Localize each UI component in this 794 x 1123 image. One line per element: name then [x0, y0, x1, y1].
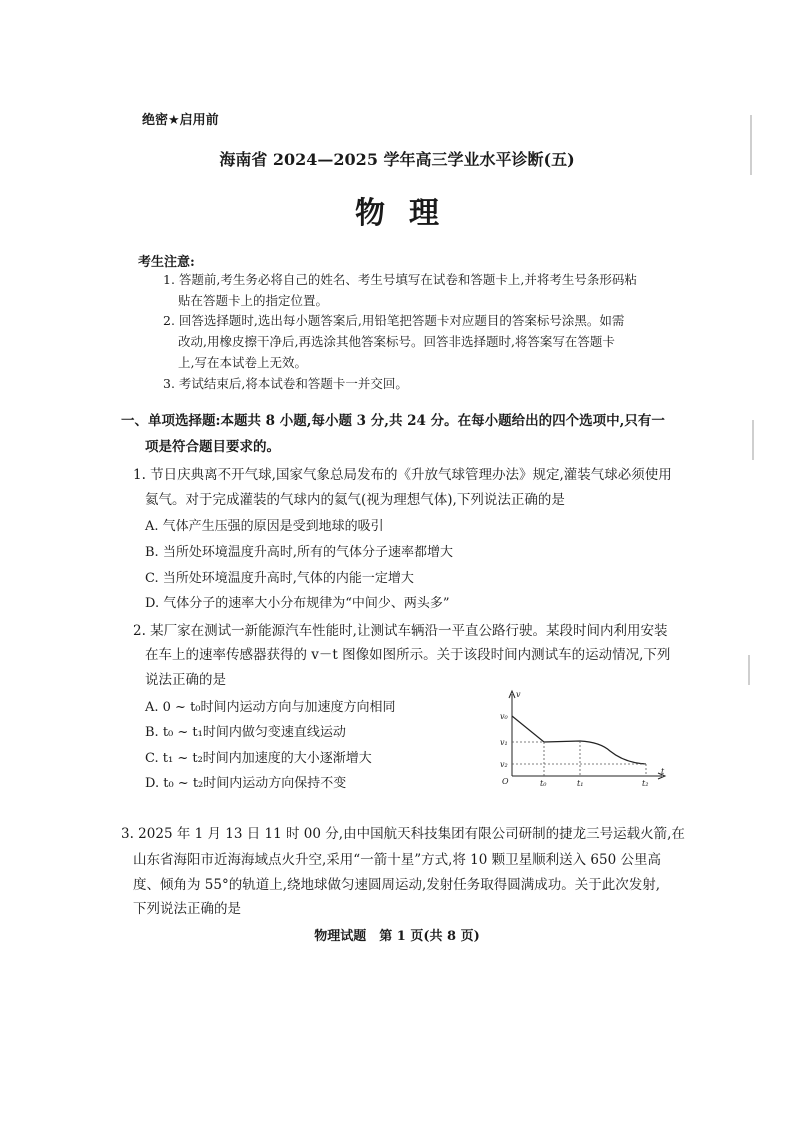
question-1-stem: 1. 节日庆典离不开气球,国家气象总局发布的《升放气球管理办法》规定,灌装气球必须使用: [133, 467, 672, 483]
question-3-stem: 3. 2025 年 1 月 13 日 11 时 00 分,由中国航天科技集团有限公司研制的捷龙三号运载火箭,在: [121, 826, 685, 842]
vt-graph: [500, 688, 670, 788]
page-footer: 物理试题 第 1 页(共 8 页): [314, 929, 480, 944]
question-3-stem: 下列说法正确的是: [133, 901, 241, 917]
section-heading: 一、单项选择题:本题共 8 小题,每小题 3 分,共 24 分。在每小题给出的四个选项中,只有一: [121, 413, 665, 429]
t1-tick-label: t₁: [577, 779, 584, 788]
section-heading-cont: 项是符合题目要求的。: [145, 439, 280, 455]
scan-edge-line: [752, 420, 754, 460]
vt-curve: [512, 716, 646, 764]
question-2-stem: 在车上的速率传感器获得的 v－t 图像如图所示。关于该段时间内测试车的运动情况,下列: [145, 647, 671, 663]
subject-title: 物理: [355, 196, 463, 231]
question-1-option-d: D. 气体分子的速率大小分布规律为“中间少、两头多”: [145, 596, 450, 611]
question-3-stem: 山东省海阳市近海海域点火升空,采用“一箭十星”方式,将 10 颗卫星顺利送入 650 公里高: [133, 852, 661, 868]
secret-mark: 绝密★启用前: [142, 113, 219, 128]
notice-item: 上,写在本试卷上无效。: [178, 355, 307, 370]
question-2-option-b: B. t₀ ~ t₁时间内做匀变速直线运动: [145, 725, 346, 740]
t2-tick-label: t₂: [642, 779, 649, 788]
notice-item: 改动,用橡皮擦干净后,再选涂其他答案标号。回答非选择题时,将答案写在答题卡: [178, 334, 615, 349]
notice-item: 贴在答题卡上的指定位置。: [178, 293, 329, 308]
question-2-stem: 2. 某厂家在测试一新能源汽车性能时,让测试车辆沿一平直公路行驶。某段时间内利用安装: [133, 623, 668, 639]
question-1-stem: 氦气。对于完成灌装的气球内的氦气(视为理想气体),下列说法正确的是: [145, 492, 565, 508]
scan-edge-line: [748, 655, 750, 685]
notice-item: 1. 答题前,考生务必将自己的姓名、考生号填写在试卷和答题卡上,并将考生号条形码粘: [163, 272, 637, 287]
exam-title: 海南省 2024—2025 学年高三学业水平诊断(五): [219, 150, 575, 169]
t0-tick-label: t₀: [540, 779, 547, 788]
origin-label: O: [502, 777, 509, 786]
question-2-stem: 说法正确的是: [145, 672, 226, 688]
notice-heading: 考生注意:: [138, 255, 195, 270]
t-axis-label: t: [661, 767, 665, 776]
question-3-stem: 度、倾角为 55°的轨道上,绕地球做匀速圆周运动,发射任务取得圆满成功。关于此次发射,: [133, 877, 661, 893]
v0-tick-label: v₀: [500, 712, 508, 721]
question-2-option-d: D. t₀ ~ t₂时间内运动方向保持不变: [145, 776, 347, 791]
v2-tick-label: v₂: [500, 760, 508, 769]
question-1-option-a: A. 气体产生压强的原因是受到地球的吸引: [145, 519, 384, 534]
question-1-option-b: B. 当所处环境温度升高时,所有的气体分子速率都增大: [145, 545, 453, 560]
notice-item: 2. 回答选择题时,选出每小题答案后,用铅笔把答题卡对应题目的答案标号涂黑。如需: [163, 313, 625, 328]
question-1-option-c: C. 当所处环境温度升高时,气体的内能一定增大: [145, 571, 414, 586]
v1-tick-label: v₁: [500, 738, 508, 747]
question-2-option-c: C. t₁ ~ t₂时间内加速度的大小逐渐增大: [145, 751, 372, 766]
v-axis-label: v: [516, 690, 521, 699]
question-2-option-a: A. 0 ~ t₀时间内运动方向与加速度方向相同: [145, 700, 396, 715]
notice-item: 3. 考试结束后,将本试卷和答题卡一并交回。: [163, 376, 408, 391]
